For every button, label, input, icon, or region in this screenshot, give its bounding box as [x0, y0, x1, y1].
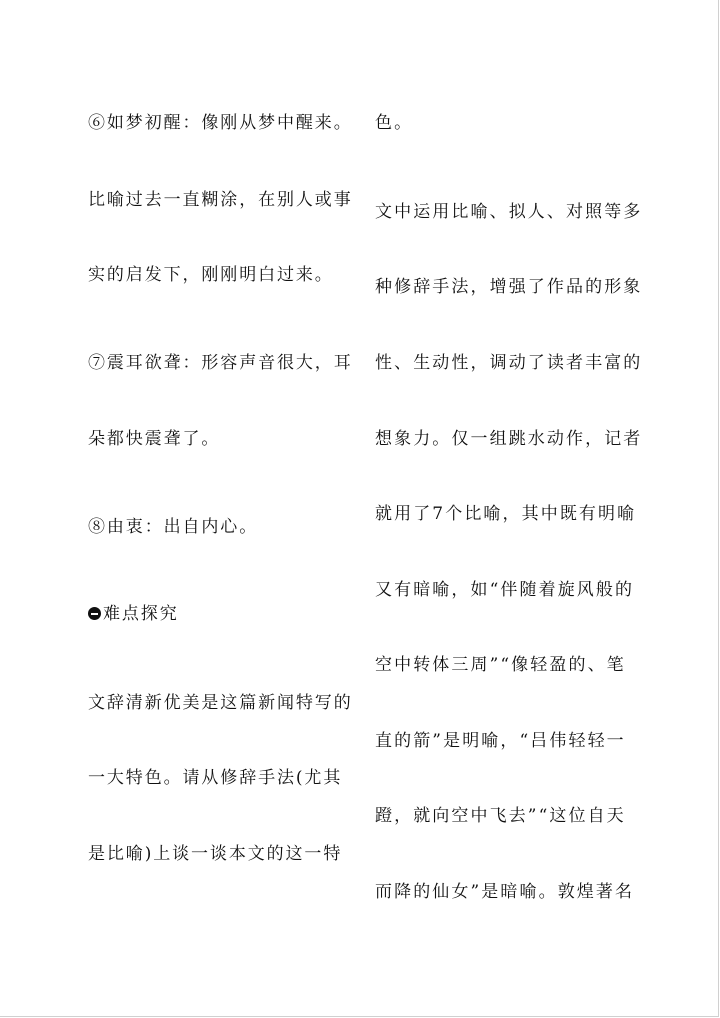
text-line: ⑧由衷：出自内心。: [88, 517, 259, 537]
text-line: 是比喻)上谈一谈本文的这一特: [88, 844, 343, 864]
text-line: ⑦震耳欲聋：形容声音很大，耳: [88, 353, 353, 373]
text-line: 文辞清新优美是这篇新闻特写的: [88, 693, 353, 713]
text-line: 种修辞手法，增强了作品的形象: [375, 277, 643, 297]
text-line: 蹬，就向空中飞去”“这位自天: [375, 806, 626, 826]
minus-circle-icon: [88, 607, 101, 620]
text-line: 性、生动性，调动了读者丰富的: [375, 353, 643, 373]
text-line: 比喻过去一直糊涂，在别人或事: [88, 190, 353, 210]
text-line: 文中运用比喻、拟人、对照等多: [375, 202, 643, 222]
text-line: 想象力。仅一组跳水动作，记者: [375, 429, 643, 449]
text-line: 空中转体三周”“像轻盈的、笔: [375, 655, 626, 675]
section-heading: [88, 604, 179, 624]
text-line: 而降的仙女”是暗喻。敦煌著名: [375, 882, 635, 902]
text-line: 直的箭”是明喻，“吕伟轻轻一: [375, 731, 626, 751]
text-line: 朵都快震聋了。: [88, 429, 221, 449]
text-line: ⑥如梦初醒：像刚从梦中醒来。: [88, 113, 353, 133]
text-line: 色。: [375, 113, 414, 133]
text-line: 一大特色。请从修辞手法(尤其: [88, 768, 343, 788]
section-heading-label: 难点探究: [103, 604, 179, 624]
text-line: 又有暗喻，如“伴随着旋风般的: [375, 580, 635, 600]
text-line: 就用了7个比喻，其中既有明喻: [375, 504, 637, 524]
text-line: 实的启发下，刚刚明白过来。: [88, 265, 334, 285]
